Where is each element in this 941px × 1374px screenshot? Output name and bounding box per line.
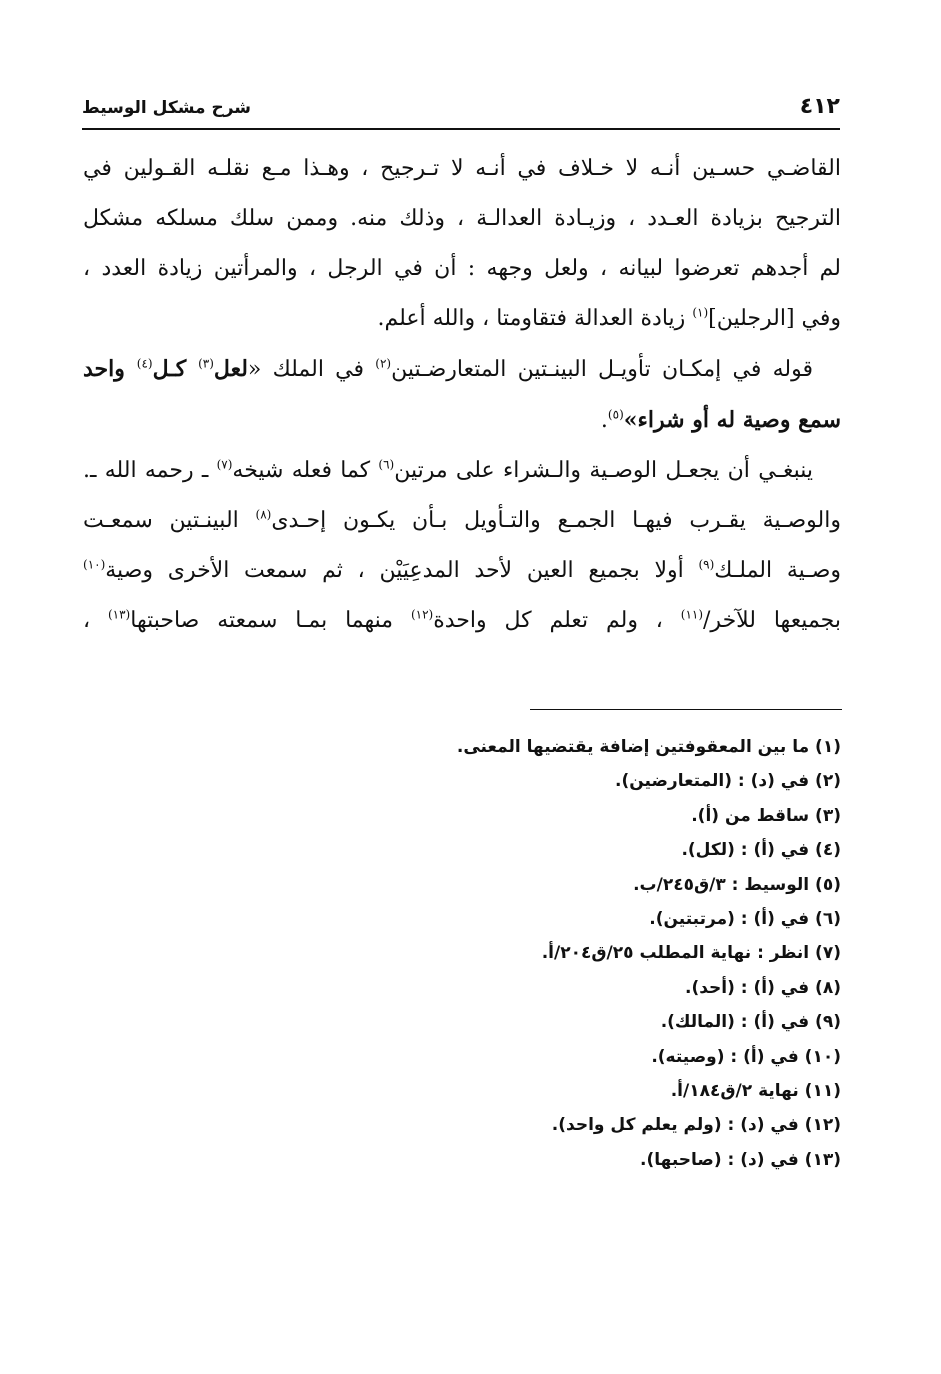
footnote-ref[interactable]: (٩)	[698, 557, 715, 572]
text-line	[83, 344, 841, 395]
text-segment: وفي [الرجلين]	[708, 306, 841, 331]
footnote-2: (٢) في (د) : (المتعارضين).	[615, 771, 841, 792]
running-title: شرح مشكل الوسيط	[82, 98, 251, 118]
text-segment: قوله في إمكـان تأويـل البينـتين المتعارضـتين	[391, 357, 813, 382]
text-line: الترجيح بزيادة العـدد ، وزيـادة العدالـة ، وذلك منه. وممن سلك مسلكه مشكل	[83, 206, 841, 231]
text-segment: أولا بجميع العين لأحد المدعِيَيْن ، ثم سمعت الأخرى وصية	[105, 558, 699, 583]
footnote-ref[interactable]: (١١)	[680, 607, 704, 622]
footnote-1: (١) ما بين المعقوفتين إضافة يقتضيها المعنى.	[456, 737, 841, 757]
footnote-5: (٥) الوسيط : ٣/ق٢٤٥/ب.	[633, 874, 841, 895]
footnote-ref[interactable]: (١)	[692, 305, 709, 320]
text-line	[83, 546, 841, 596]
footnote-ref[interactable]: (٨)	[255, 507, 272, 522]
footnotes	[101, 730, 841, 1177]
text-line	[83, 446, 841, 496]
text-segment: البينـتين سمعـت	[83, 508, 256, 533]
text-segment: ينبغـي أن يجعـل الوصـية والـشراء على مرتين	[394, 458, 813, 483]
text-segment: بجميعها للآخر/	[703, 608, 841, 633]
footnote-ref[interactable]: (١٢)	[410, 607, 434, 622]
text-segment: .	[600, 408, 608, 433]
footnote-ref[interactable]: (٥)	[607, 407, 624, 422]
text-segment: ، ولم تعلم كل واحدة	[433, 608, 681, 633]
footnote-ref[interactable]: (١٠)	[83, 557, 106, 572]
footnote-8: (٨) في (أ) : (أحد).	[684, 977, 841, 998]
text-segment: والوصـية يقـرب فيهـا الجمـع والتـأويل بـأن يكـون إحـدى	[271, 508, 841, 533]
footnote-separator	[530, 709, 842, 710]
quoted-text: لعل	[213, 356, 248, 382]
text-line	[83, 294, 841, 344]
footnote-12: (١٢) في (د) : (ولم يعلم كل واحد).	[551, 1115, 841, 1136]
text-line	[83, 496, 841, 546]
quoted-text: واحد	[83, 356, 137, 382]
quoted-text: كـل	[152, 356, 199, 382]
footnote-13: (١٣) في (د) : (صاحبها).	[640, 1149, 841, 1170]
text-line	[83, 395, 841, 446]
page-number: ٤١٢	[799, 94, 840, 119]
footnote-6: (٦) في (أ) : (مرتبتين).	[649, 909, 841, 930]
footnote-ref[interactable]: (٢)	[375, 356, 392, 371]
text-segment: ـ رحمه الله ـ.	[83, 458, 217, 483]
text-segment: وصـية الملـك	[714, 558, 842, 583]
footnote-ref[interactable]: (٣)	[198, 356, 214, 371]
text-segment: منهما بمـا سمعته صاحبتها	[130, 608, 411, 633]
text-segment: ،	[83, 608, 108, 633]
text-segment: في الملك «	[247, 357, 376, 382]
text-line	[83, 596, 841, 646]
footnote-ref[interactable]: (٤)	[136, 356, 153, 371]
text-segment: زيادة العدالة فتقاومتا ، والله أعلم.	[377, 306, 693, 331]
page-header	[82, 92, 840, 130]
footnote-9: (٩) في (أ) : (المالك).	[660, 1012, 841, 1033]
quoted-text: سمع وصية له أو شراء»	[623, 407, 841, 433]
footnote-10: (١٠) في (أ) : (وصيته).	[651, 1046, 841, 1067]
footnote-ref[interactable]: (٦)	[378, 457, 395, 472]
main-text	[83, 144, 841, 646]
text-segment: كما فعله شيخه	[232, 458, 379, 483]
paragraph-2	[83, 344, 841, 446]
footnote-ref[interactable]: (١٣)	[107, 607, 131, 622]
footnote-7: (٧) انظر : نهاية المطلب ٢٥/ق٢٠٤/أ.	[541, 943, 841, 964]
footnote-ref[interactable]: (٧)	[216, 457, 233, 472]
text-line: القاضـي حسـين أنـه لا خـلاف في أنـه لا تـرجيح ، وهـذا مـع نقلـه القـولين في	[83, 156, 841, 181]
footnote-4: (٤) في (أ) : (لكل).	[681, 840, 841, 861]
text-line: لم أجدهم تعرضوا لبيانه ، ولعل وجهه : أن في الرجل ، والمرأتين زيادة العدد ،	[83, 256, 842, 281]
footnote-3: (٣) ساقط من (أ).	[691, 805, 841, 826]
paragraph-3	[83, 446, 841, 646]
footnote-11: (١١) نهاية ٢/ق١٨٤/أ.	[670, 1081, 841, 1102]
paragraph-1	[83, 144, 841, 344]
